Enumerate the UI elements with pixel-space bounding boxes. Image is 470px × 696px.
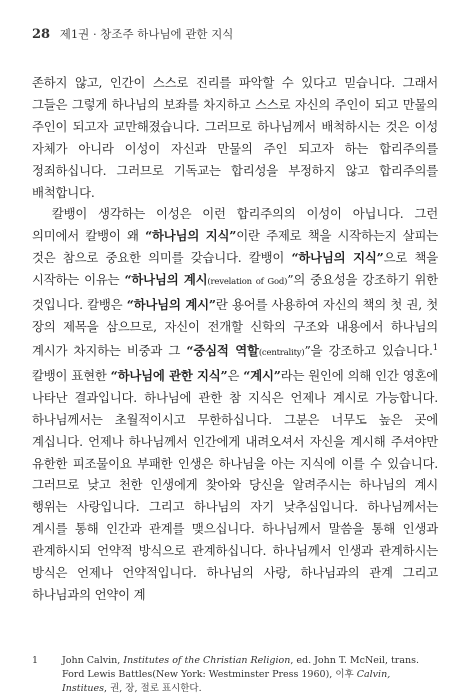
- bold-term: “하나님에 관한 지식”: [110, 367, 228, 383]
- text-run: 칼뱅이 표현한: [32, 367, 111, 383]
- bold-term: “하나님의 지식”: [145, 228, 237, 244]
- bold-term: “하나님의 지식”: [291, 250, 384, 266]
- text-run: ”을 강조하고 있습니다.: [304, 343, 433, 358]
- text-run: 라는 원인에 의해 인간 영혼에 나타난 결과입니다. 하나님에 관한 참 지식은 언제나 계시로 가능합니다. 하나님께서는 초월적이시고 무한하십니다. 그분은 너무도 높은 곳에 계십니다. 언제나 하나님께서 인간에게 내려오셔서 자신을 계시해 주셔야만 유한한 피조물이요 부패한 인생은 하나님을 아는 지식에 이를 수 있습니다. 그러므로 낮고 천한 인생에게 찾아와 당신을 알려주시는 하나님의 계시 행위는 사랑입니다. 그리고 하나님의 자기 낮추심입니다. 하나님께서는 계시를 통해 인간과 관계를 맺으십니다. 하나님께서 말씀을 통해 인생과 관계하시되 언약적 방식으로 관계하십니다. 하나님께서 인생과 관계하시는 방식은 언제나 언약적입니다. 하나님의 사랑, 하나님과의 관계 그리고 하나님과의 언약이 계: [32, 367, 439, 602]
- body-text: [32, 72, 438, 606]
- short-title: Calvin, Institues: [62, 669, 391, 694]
- footnote-run: John Calvin,: [62, 655, 124, 666]
- footnote-reference: 1: [432, 342, 439, 353]
- bold-term: “계시”: [243, 367, 281, 383]
- text-run: 칼뱅이 생각하는 이성은 이런 합리주의의 이성이 아닙니다. 그런 의미에서 칼뱅이 왜: [32, 206, 438, 244]
- paragraph-1: 존하지 않고, 인간이 스스로 진리를 파악할 수 있다고 믿습니다. 그래서 그들은 그렇게 하나님의 보좌를 차지하고 스스로 자신의 주인이 되고 만물의 주인이 되고자 교만해졌습니다. 그러므로 하나님께서 배척하시는 것은 이성 자체가 아니라 이성이 자신과 만물의 주인 되고자 하는 합리주의를 정죄하십니다. 그러므로 기독교는 합리성을 부정하지 않고 합리주의를 배척합니다.: [32, 75, 438, 200]
- text-run: ”의 중요성을 강조하기 위한 것입니다. 칼뱅은: [32, 272, 438, 313]
- text-run: 란 용어를 사용하여 자신의 책의 첫 권, 첫 장의 제목을 삼으므로, 자신이 전개할 신학의 구조와 내용에서 하나님의 계시가 차지하는 비중과 그: [32, 297, 438, 358]
- text-run: 으로 책을 시작하는 이유는: [32, 250, 438, 288]
- book-title: Institutes of the Christian Religion: [123, 655, 291, 666]
- running-title: 제1권 · 창조주 하나님에 관한 지식: [59, 27, 234, 41]
- bold-term: “하나님의 계시: [124, 272, 208, 288]
- english-gloss: (revelation of God): [207, 277, 288, 288]
- text-run: 이란 주제로 책을 시작하는지 살피는 것은 참으로 중요한 의미를 갖습니다. 칼뱅이: [32, 228, 438, 266]
- text-run: 은: [227, 367, 244, 383]
- footnote-text: [62, 654, 438, 696]
- running-header: [32, 26, 442, 42]
- footnote-run: , ed. John T. McNeil, trans. Ford Lewis Battles(New York: Westminster Press 1960), 이후: [62, 655, 420, 680]
- bold-term: “중심적 역할: [186, 343, 259, 358]
- bold-term: “하나님의 계시”: [126, 297, 216, 313]
- footnote-run: , 권, 장, 절로 표시한다.: [104, 683, 202, 694]
- footnote-number: 1: [32, 655, 39, 666]
- paragraph-2: [32, 203, 438, 605]
- english-gloss: (centrality): [258, 348, 305, 358]
- footnote: [32, 654, 438, 696]
- page-number: 28: [32, 27, 51, 42]
